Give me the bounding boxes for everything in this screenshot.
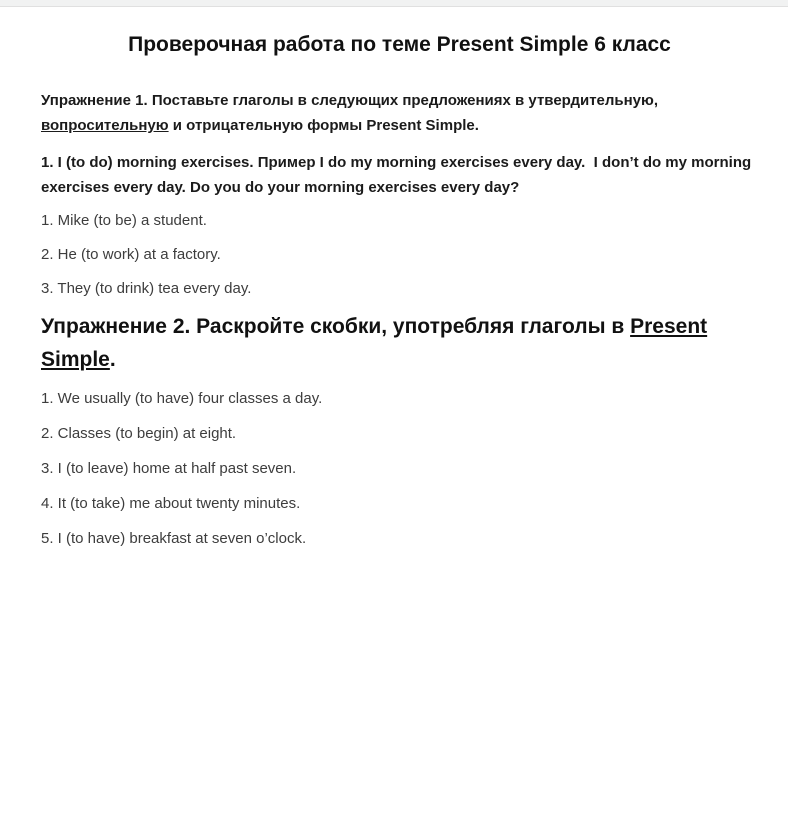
exercise2-item-5: 5. I (to have) breakfast at seven o’clock. — [41, 530, 307, 547]
exercise1-instruction-underlined: вопросительную — [41, 117, 169, 134]
exercise1-instruction-part1: Упражнение 1. Поставьте глаголы в следующих предложениях в утвердительную, — [41, 92, 659, 109]
exercise1-instruction-part2: и отрицательную формы Present Simple. — [168, 117, 479, 134]
exercise1-instruction — [41, 88, 758, 138]
exercise2-item-3: 3. I (to leave) home at half past seven. — [41, 460, 297, 477]
exercise2-heading-part1: Упражнение 2. Раскройте скобки, употребляя глаголы в — [41, 315, 631, 338]
page-title: Проверочная работа по теме Present Simple 6 класс — [128, 33, 671, 56]
top-divider — [0, 0, 788, 7]
exercise2-heading — [41, 310, 758, 376]
exercise2-heading-underlined: Present Simple — [41, 315, 708, 371]
exercise2-heading-part2: . — [109, 348, 116, 371]
exercise2-item-1: 1. We usually (to have) four classes a day. — [41, 390, 323, 407]
exercise1-example: 1. I (to do) morning exercises. Пример I do my morning exercises every day. I don’t do my morning exercises every day. Do you do your morning exercises every day? — [41, 154, 756, 196]
exercise1-item-1: 1. Mike (to be) a student. — [41, 212, 207, 229]
exercise1-item-3: 3. They (to drink) tea every day. — [41, 280, 252, 297]
worksheet-document — [0, 7, 788, 551]
exercise2-item-2: 2. Classes (to begin) at eight. — [41, 425, 237, 442]
exercise2-item-4: 4. It (to take) me about twenty minutes. — [41, 495, 301, 512]
exercise1-item-2: 2. He (to work) at a factory. — [41, 246, 221, 263]
exercise1-sentence-list — [41, 208, 758, 301]
exercise2-sentence-list — [41, 386, 758, 551]
